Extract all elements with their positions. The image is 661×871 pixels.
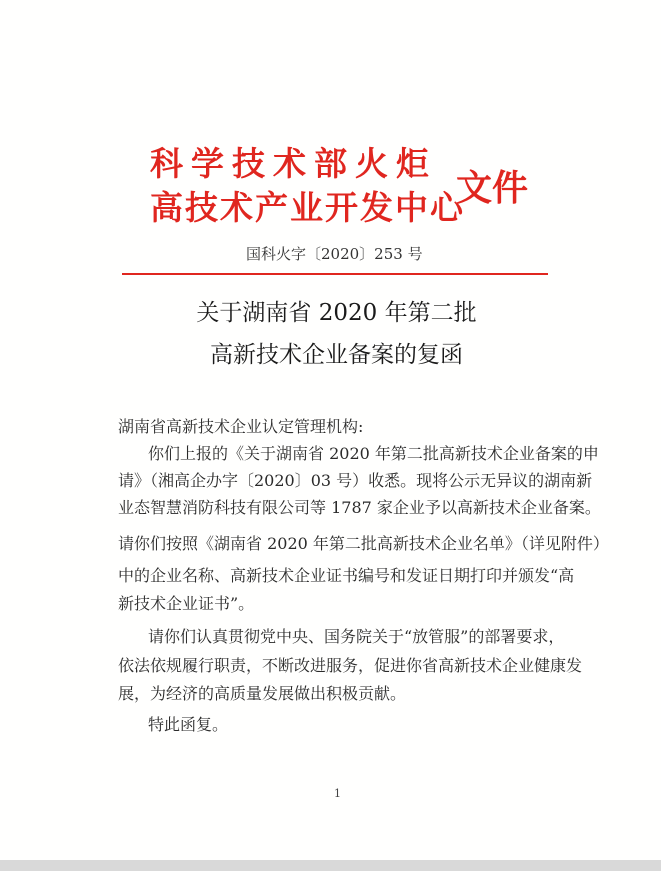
body-line: 请你们认真贯彻党中央、国务院关于“放管服”的部署要求， xyxy=(148,627,565,646)
document-type-label: 文件 xyxy=(456,168,529,209)
viewer-bottom-bar xyxy=(0,860,661,871)
issuer-name-line1: 科学技术部火炬 xyxy=(150,144,437,183)
body-line: 依法依规履行职责，不断改进服务，促进你省高新技术企业健康发 xyxy=(118,656,583,675)
body-line: 新技术企业证书”。 xyxy=(118,594,255,613)
body-line: 业态智慧消防科技有限公司等 1787 家企业予以高新技术企业备案。 xyxy=(118,498,601,517)
closing-line: 特此函复。 xyxy=(148,715,229,734)
document-title-line1: 关于湖南省 2020 年第二批 xyxy=(196,300,477,326)
document-title-line2: 高新技术企业备案的复函 xyxy=(210,342,463,368)
header-divider xyxy=(122,273,548,275)
body-line: 请你们按照《湖南省 2020 年第二批高新技术企业名单》（详见附件） xyxy=(118,534,609,553)
page-number: 1 xyxy=(334,787,341,800)
document-number: 国科火字〔2020〕253 号 xyxy=(246,245,423,263)
body-line: 你们上报的《关于湖南省 2020 年第二批高新技术企业备案的申 xyxy=(148,444,599,463)
body-line: 请》（湘高企办字〔2020〕03 号）收悉。现将公示无异议的湖南新 xyxy=(118,471,593,490)
body-line: 展，为经济的高质量发展做出积极贡献。 xyxy=(118,684,407,703)
issuer-name-line2: 高技术产业开发中心 xyxy=(150,188,465,227)
body-line: 中的企业名称、高新技术企业证书编号和发证日期打印并颁发“高 xyxy=(118,566,575,585)
salutation: 湖南省高新技术企业认定管理机构: xyxy=(118,417,364,436)
